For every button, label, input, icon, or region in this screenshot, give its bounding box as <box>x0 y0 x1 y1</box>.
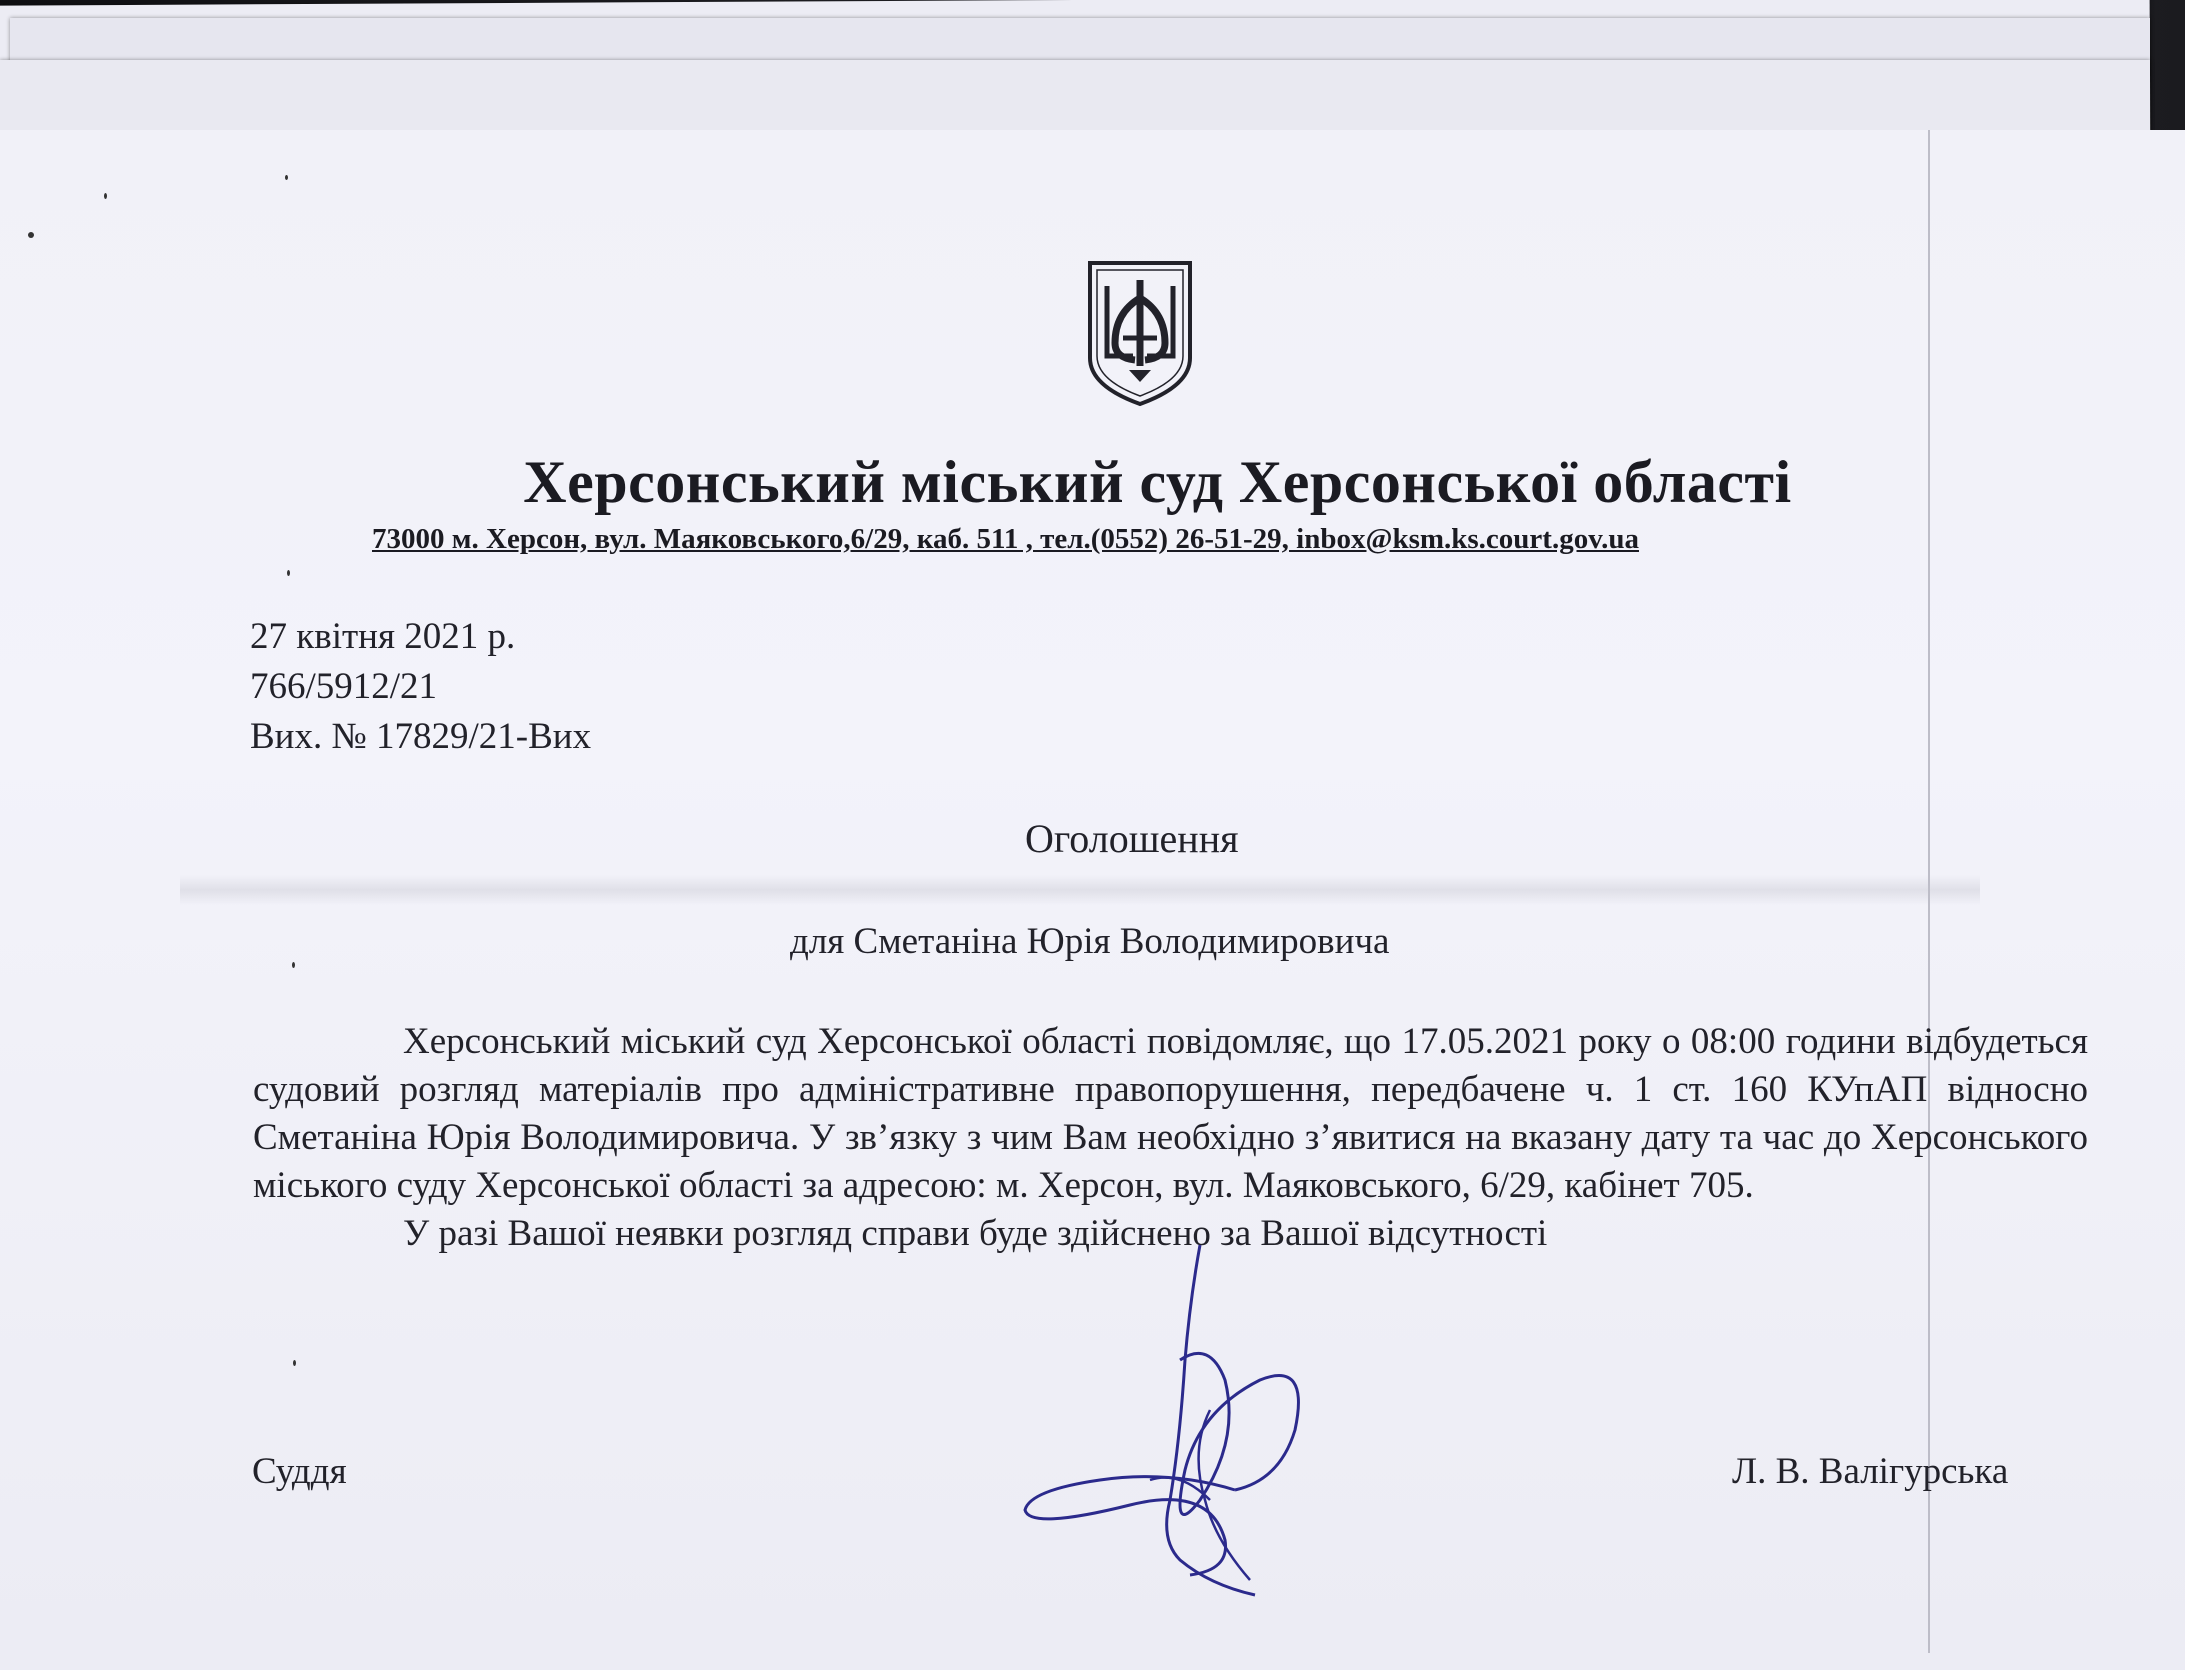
signature-label: Суддя <box>252 1451 347 1492</box>
body-paragraph: Херсонський міський суд Херсонської області повідомляє, що 17.05.2021 року о 08:00 години відбудеться судовий розгляд матеріалів про адміністративне правопорушення, передбачене ч. 1 ст. 160 КУпАП відносно Сметаніна Юрія Володимировича. У зв’язку з чим Вам необхідно з’явитися на вказану дату та час до Херсонського міського суду Херсонської області за адресою: м. Херсон, вул. Маяковського, 6/29, кабінет 705. <box>253 1021 2088 1206</box>
dust-speck <box>28 232 34 238</box>
print-smudge <box>180 875 1980 905</box>
dust-speck <box>293 1360 296 1366</box>
dust-speck <box>292 962 295 968</box>
document-date: 27 квітня 2021 р. <box>250 616 516 657</box>
court-address-line: 73000 м. Херсон, вул. Маяковського,6/29, каб. 511 , тел.(0552) 26-51-29, inbox@ksm.ks.court.gov.ua <box>372 523 1639 555</box>
court-name-heading: Херсонський міський суд Херсонської області <box>523 449 1792 515</box>
case-number: 766/5912/21 <box>250 666 438 707</box>
dust-speck <box>104 193 107 199</box>
judge-name: Л. В. Валігурська <box>1732 1451 2009 1492</box>
dust-speck <box>287 570 290 576</box>
outgoing-number: Вих. № 17829/21-Вих <box>250 716 592 757</box>
handwritten-signature <box>1010 1240 1340 1600</box>
announcement-title: Оголошення <box>1025 816 1239 861</box>
addressee-line: для Сметаніна Юрія Володимировича <box>790 921 1390 962</box>
announcement-body <box>253 1018 2088 1258</box>
document-meta <box>250 612 591 762</box>
dust-speck <box>285 175 288 180</box>
coat-of-arms-icon <box>1085 258 1195 408</box>
body-paragraph: У разі Вашої неявки розгляд справи буде здійснено за Вашої відсутності <box>403 1213 1548 1254</box>
